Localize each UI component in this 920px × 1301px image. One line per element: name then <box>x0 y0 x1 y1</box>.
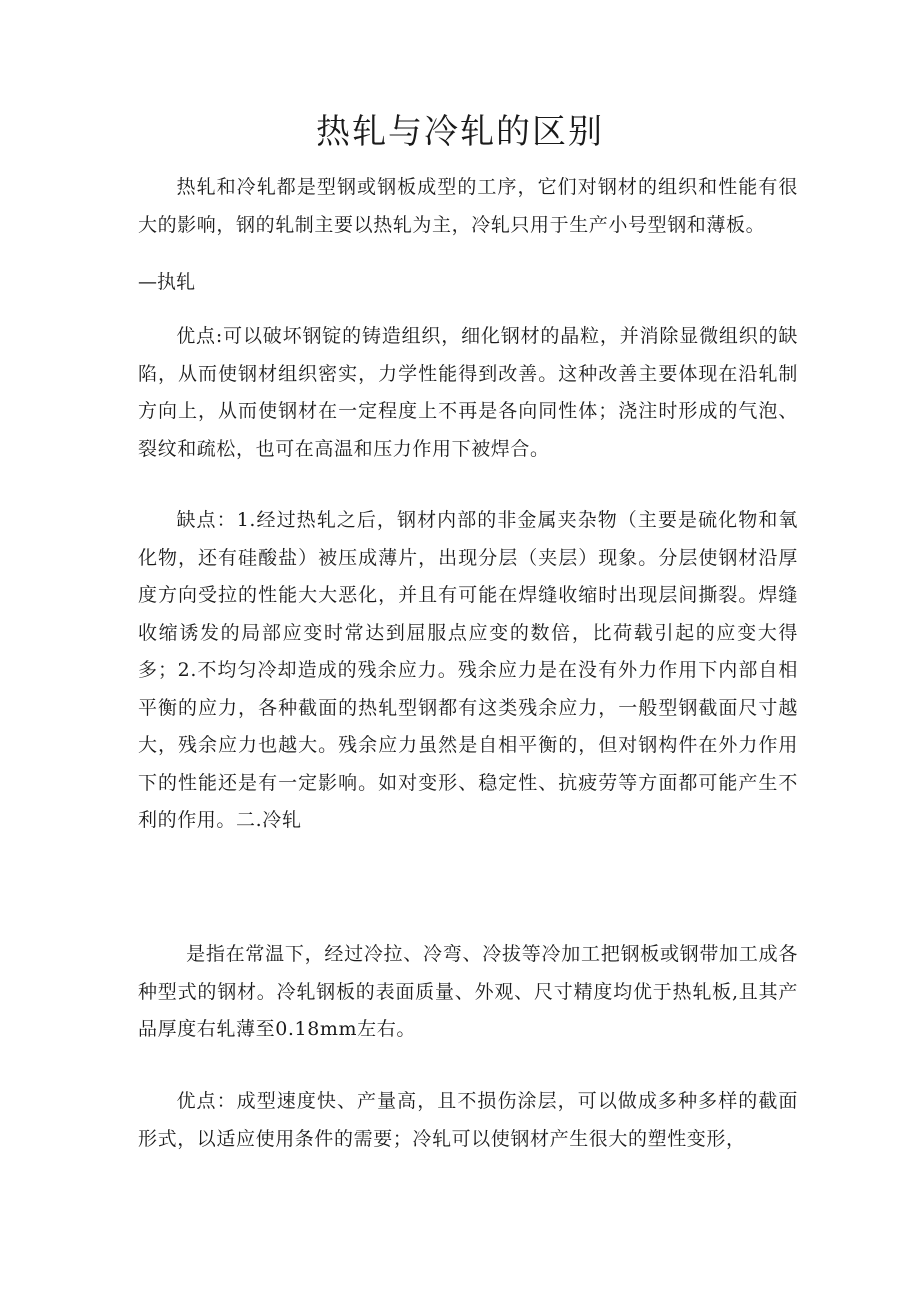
cold-definition-text: 是指在常温下，经过冷拉、冷弯、冷拔等冷加工把钢板或钢带加工成各种型式的钢材。冷轧钢板的表面质量、外观、尺寸精度均优于热轧板,且其产品厚度右轧薄至0.18mm左右。 <box>138 943 798 1040</box>
intro-text: 热轧和冷轧都是型钢或钢板成型的工序，它们对钢材的组织和性能有很大的影响，钢的轧制主要以热轧为主，冷轧只用于生产小号型钢和薄板。 <box>138 176 798 236</box>
hot-disadvantages-paragraph <box>138 502 798 840</box>
cold-advantages-text: 优点：成型速度快、产量高，且不损伤涂层，可以做成多种多样的截面形式，以适应使用条件的需要；冷轧可以使钢材产生很大的塑性变形， <box>138 1090 798 1150</box>
intro-paragraph <box>138 169 798 244</box>
section-hot-heading: —执轧 <box>138 271 196 293</box>
cold-advantages-paragraph <box>138 1083 798 1158</box>
document-title: 热轧与冷轧的区别 <box>316 112 604 152</box>
hot-advantages-text: 优点:可以破坏钢锭的铸造组织，细化钢材的晶粒，并消除显微组织的缺陷，从而使钢材组织密实，力学性能得到改善。这种改善主要体现在沿轧制方向上，从而使钢材在一定程度上不再是各向同性体；浇注时形成的气泡、裂纹和疏松，也可在高温和压力作用下被焊合。 <box>138 325 798 460</box>
hot-advantages-paragraph <box>138 318 798 468</box>
hot-disadvantages-text: 缺点：1.经过热轧之后，钢材内部的非金属夹杂物（主要是硫化物和氧化物，还有硅酸盐）被压成薄片，出现分层（夹层）现象。分层使钢材沿厚度方向受拉的性能大大恶化，并且有可能在焊缝收缩时出现层间撕裂。焊缝收缩诱发的局部应变时常达到屈服点应变的数倍，比荷载引起的应变大得多；2.不均匀冷却造成的残余应力。残余应力是在没有外力作用下内部自相平衡的应力，各种截面的热轧型钢都有这类残余应力，一般型钢截面尺寸越大，残余应力也越大。残余应力虽然是自相平衡的，但对钢构件在外力作用下的性能还是有一定影响。如对变形、稳定性、抗疲劳等方面都可能产生不利的作用。二.冷轧 <box>138 509 798 831</box>
cold-definition-paragraph <box>138 936 798 1049</box>
